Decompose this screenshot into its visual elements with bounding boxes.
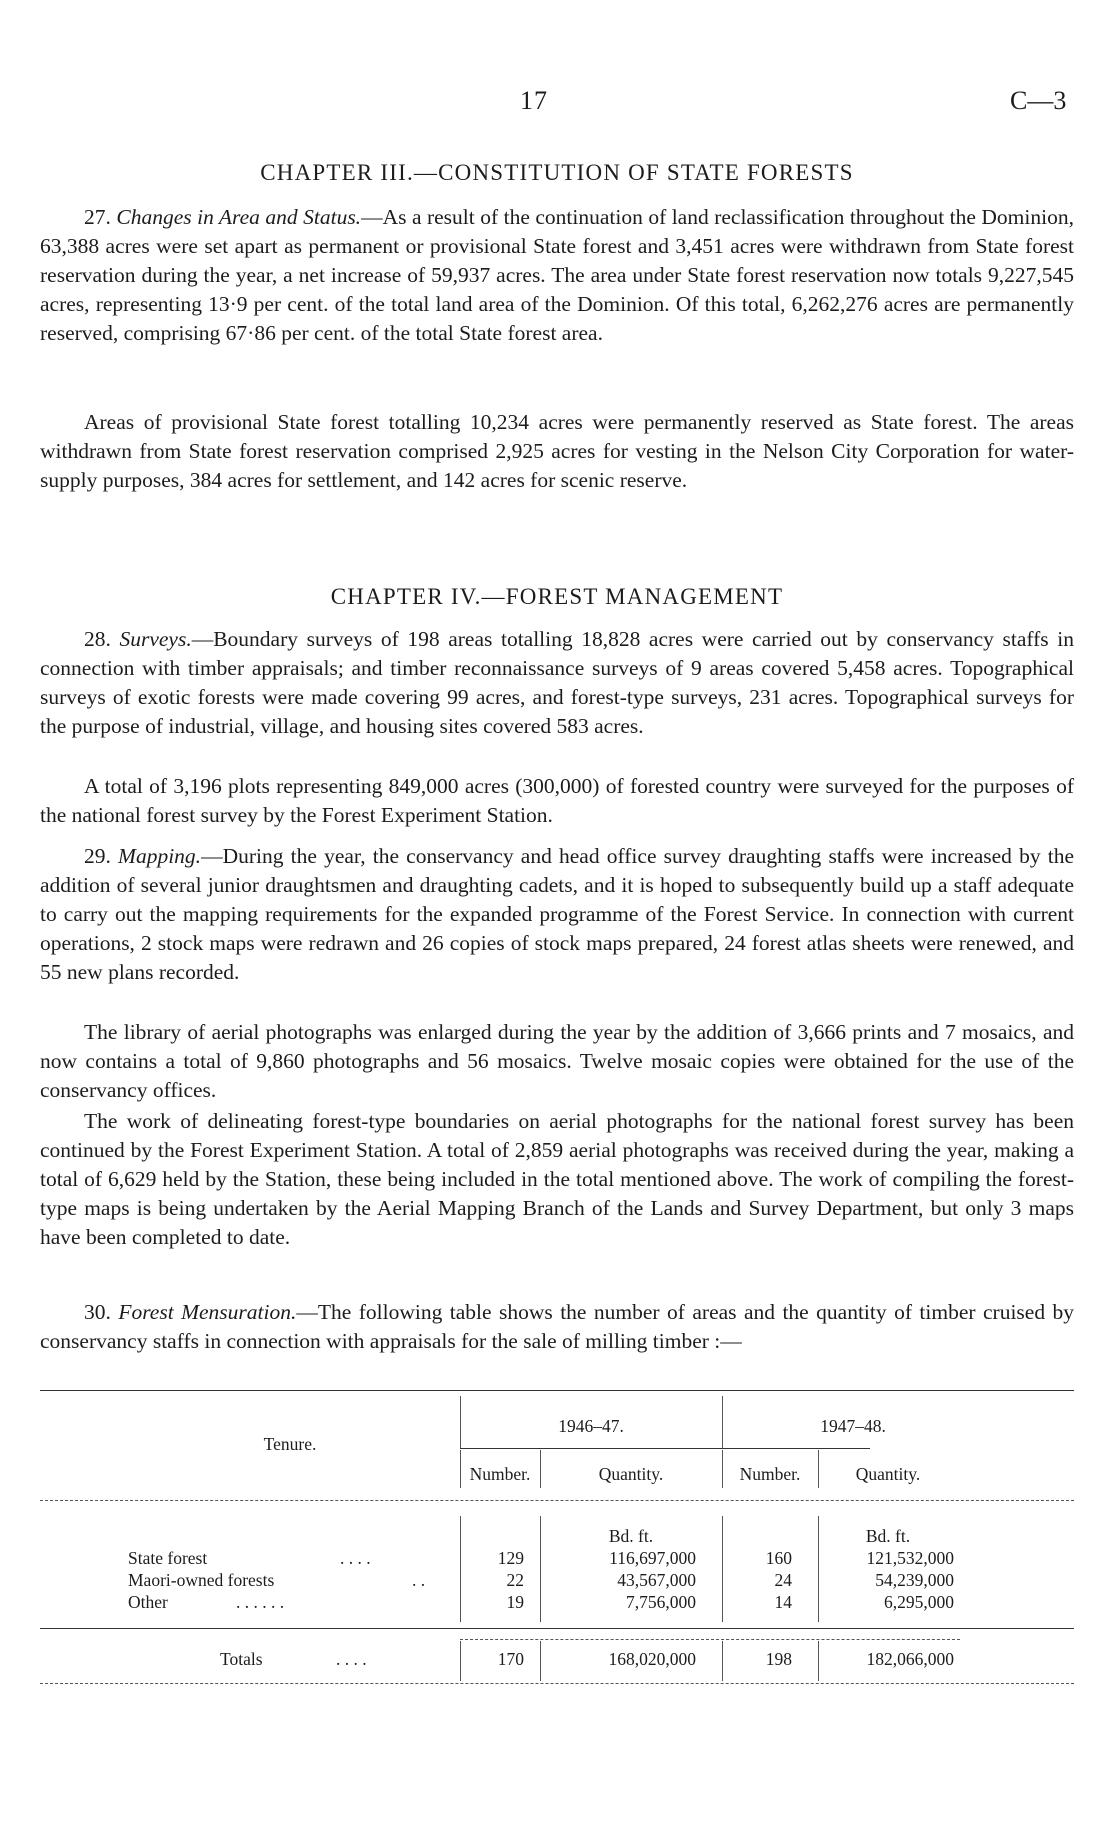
paragraph-heading: Changes in Area and Status. — [116, 205, 362, 229]
number-1947: 14 — [774, 1592, 792, 1612]
total-number-1946: 170 — [497, 1649, 524, 1669]
paragraph-heading: Forest Mensuration. — [118, 1300, 297, 1324]
quantity-1946: 116,697,000 — [609, 1548, 696, 1568]
page-reference: C—3 — [1010, 86, 1067, 115]
quantity-1947: 121,532,000 — [866, 1548, 954, 1568]
total-quantity-1946: 168,020,000 — [608, 1649, 696, 1669]
page-number: 17 — [520, 86, 548, 115]
paragraph-29b: The library of aerial photographs was enlarged during the year by the addition of 3,666 prints and 7 mosaics, and now contains a total of 9,860 photographs and 56 mosaics. Twelve mosaic copies were obtained for the use of the conservancy offices. — [40, 1020, 1074, 1102]
number-header-2: Number. — [739, 1464, 801, 1484]
year-1947-header: 1947–48. — [820, 1416, 886, 1436]
paragraph-heading: Mapping. — [118, 844, 202, 868]
paragraph-28 — [40, 625, 1074, 741]
quantity-header-1: Quantity. — [598, 1464, 664, 1484]
paragraph-number: 30. — [84, 1300, 111, 1324]
quantity-1947: 54,239,000 — [875, 1570, 954, 1590]
table-end-rule — [40, 1683, 1074, 1684]
row-leader-dots: . . . . . . — [236, 1592, 285, 1612]
tenure-state-forest: State forest — [128, 1548, 208, 1568]
totals-row — [40, 1645, 1074, 1685]
paragraph-text: —As a result of the continuation of land reclassification throughout the Dominion, 63,388 acres were set apart as permanent or provisional State forest and 3,451 acres were withdrawn from State forest reservation during the year, a net increase of 59,937 acres. The area under State forest reservation now totals 9,227,545 acres, representing 13·9 per cent. of the total land area of the Dominion. Of this total, 6,262,276 acres are permanently reserved, comprising 67·86 per cent. of the total State forest area. — [40, 205, 1074, 345]
paragraph-number: 28. — [84, 627, 111, 651]
totals-label: Totals — [220, 1649, 263, 1669]
number-1946: 129 — [497, 1548, 524, 1568]
paragraph-text: —During the year, the conservancy and head office survey draughting staffs were increased by the addition of several junior draughtsmen and draughting cadets, and it is hoped to subsequently build up a staff adequate to carry out the mapping requirements for the expanded programme of the Forest Service. In connection with current operations, 2 stock maps were redrawn and 26 copies of stock maps prepared, 24 forest atlas sheets were renewed, and 55 new plans recorded. — [40, 844, 1075, 984]
table-top-rule — [40, 1390, 1074, 1391]
year-underline — [460, 1448, 870, 1449]
number-1947: 24 — [774, 1570, 792, 1590]
row-leader-dots: . . — [412, 1570, 426, 1590]
chapter-4-title: CHAPTER IV.—FOREST MANAGEMENT — [330, 584, 784, 609]
paragraph-number: 27. — [84, 205, 111, 229]
header-rule — [40, 1500, 1074, 1501]
chapter-3-title: CHAPTER III.—CONSTITUTION OF STATE FORESTS — [260, 160, 854, 185]
tenure-maori-owned: Maori-owned forests — [128, 1570, 275, 1590]
row-leader-dots: . . . . — [340, 1548, 371, 1568]
paragraph-number: 29. — [84, 844, 111, 868]
column-divider — [460, 1641, 461, 1681]
unit-label-2: Bd. ft. — [865, 1526, 911, 1546]
number-1947: 160 — [765, 1548, 792, 1568]
tenure-header: Tenure. — [263, 1434, 317, 1454]
tenure-other: Other — [128, 1592, 168, 1612]
paragraph-28b: A total of 3,196 plots representing 849,000 acres (300,000) of forested country were surveyed for the purposes of the national forest survey by the Forest Experiment Station. — [40, 774, 1074, 827]
total-quantity-1947: 182,066,000 — [866, 1649, 954, 1669]
paragraph-30 — [40, 1298, 1074, 1356]
paragraph-27b: Areas of provisional State forest totalling 10,234 acres were permanently reserved as State forest. The areas withdrawn from State forest reservation comprised 2,925 acres for vesting in the Nelson City Corporation for water-supply purposes, 384 acres for settlement, and 142 acres for scenic reserve. — [40, 410, 1074, 492]
quantity-1947: 6,295,000 — [884, 1592, 954, 1612]
number-1946: 19 — [506, 1592, 524, 1612]
column-divider — [722, 1641, 723, 1681]
paragraph-29c: The work of delineating forest-type boundaries on aerial photographs for the national forest survey has been continued by the Forest Experiment Station. A total of 2,859 aerial photographs was received during the year, making a total of 6,629 held by the Station, these being included in the total mentioned above. The work of compiling the forest-type maps is being undertaken by the Aerial Mapping Branch of the Lands and Survey Department, but only 3 maps have been completed to date. — [40, 1109, 1074, 1249]
number-1946: 22 — [506, 1570, 524, 1590]
column-divider — [540, 1641, 541, 1681]
quantity-1946: 7,756,000 — [626, 1592, 696, 1612]
year-1946-header: 1946–47. — [558, 1416, 624, 1436]
totals-rule — [460, 1639, 960, 1640]
paragraph-text: —The following table shows the number of areas and the quantity of timber cruised by conservancy staffs in connection with appraisals for the sale of milling timber :— — [40, 1300, 1075, 1353]
unit-label-1: Bd. ft. — [608, 1526, 654, 1546]
quantity-header-2: Quantity. — [855, 1464, 921, 1484]
row-leader-dots: . . . . — [336, 1649, 367, 1669]
column-divider — [818, 1641, 819, 1681]
paragraph-text: —Boundary surveys of 198 areas totalling 18,828 acres were carried out by conservancy staffs in connection with timber appraisals; and timber reconnaissance surveys of 9 areas covered 5,458 acres. Topographical surveys of exotic forests were made covering 99 acres, and forest-type surveys, 231 acres. Topographical surveys for the purpose of industrial, village, and housing sites covered 583 acres. — [40, 627, 1074, 738]
paragraph-29 — [40, 842, 1074, 987]
table-bottom-rule — [40, 1628, 1074, 1629]
total-number-1947: 198 — [765, 1649, 792, 1669]
paragraph-heading: Surveys. — [119, 627, 192, 651]
quantity-1946: 43,567,000 — [617, 1570, 696, 1590]
paragraph-27 — [40, 203, 1074, 348]
number-header-1: Number. — [469, 1464, 531, 1484]
timber-cruise-table — [40, 1390, 1074, 1630]
